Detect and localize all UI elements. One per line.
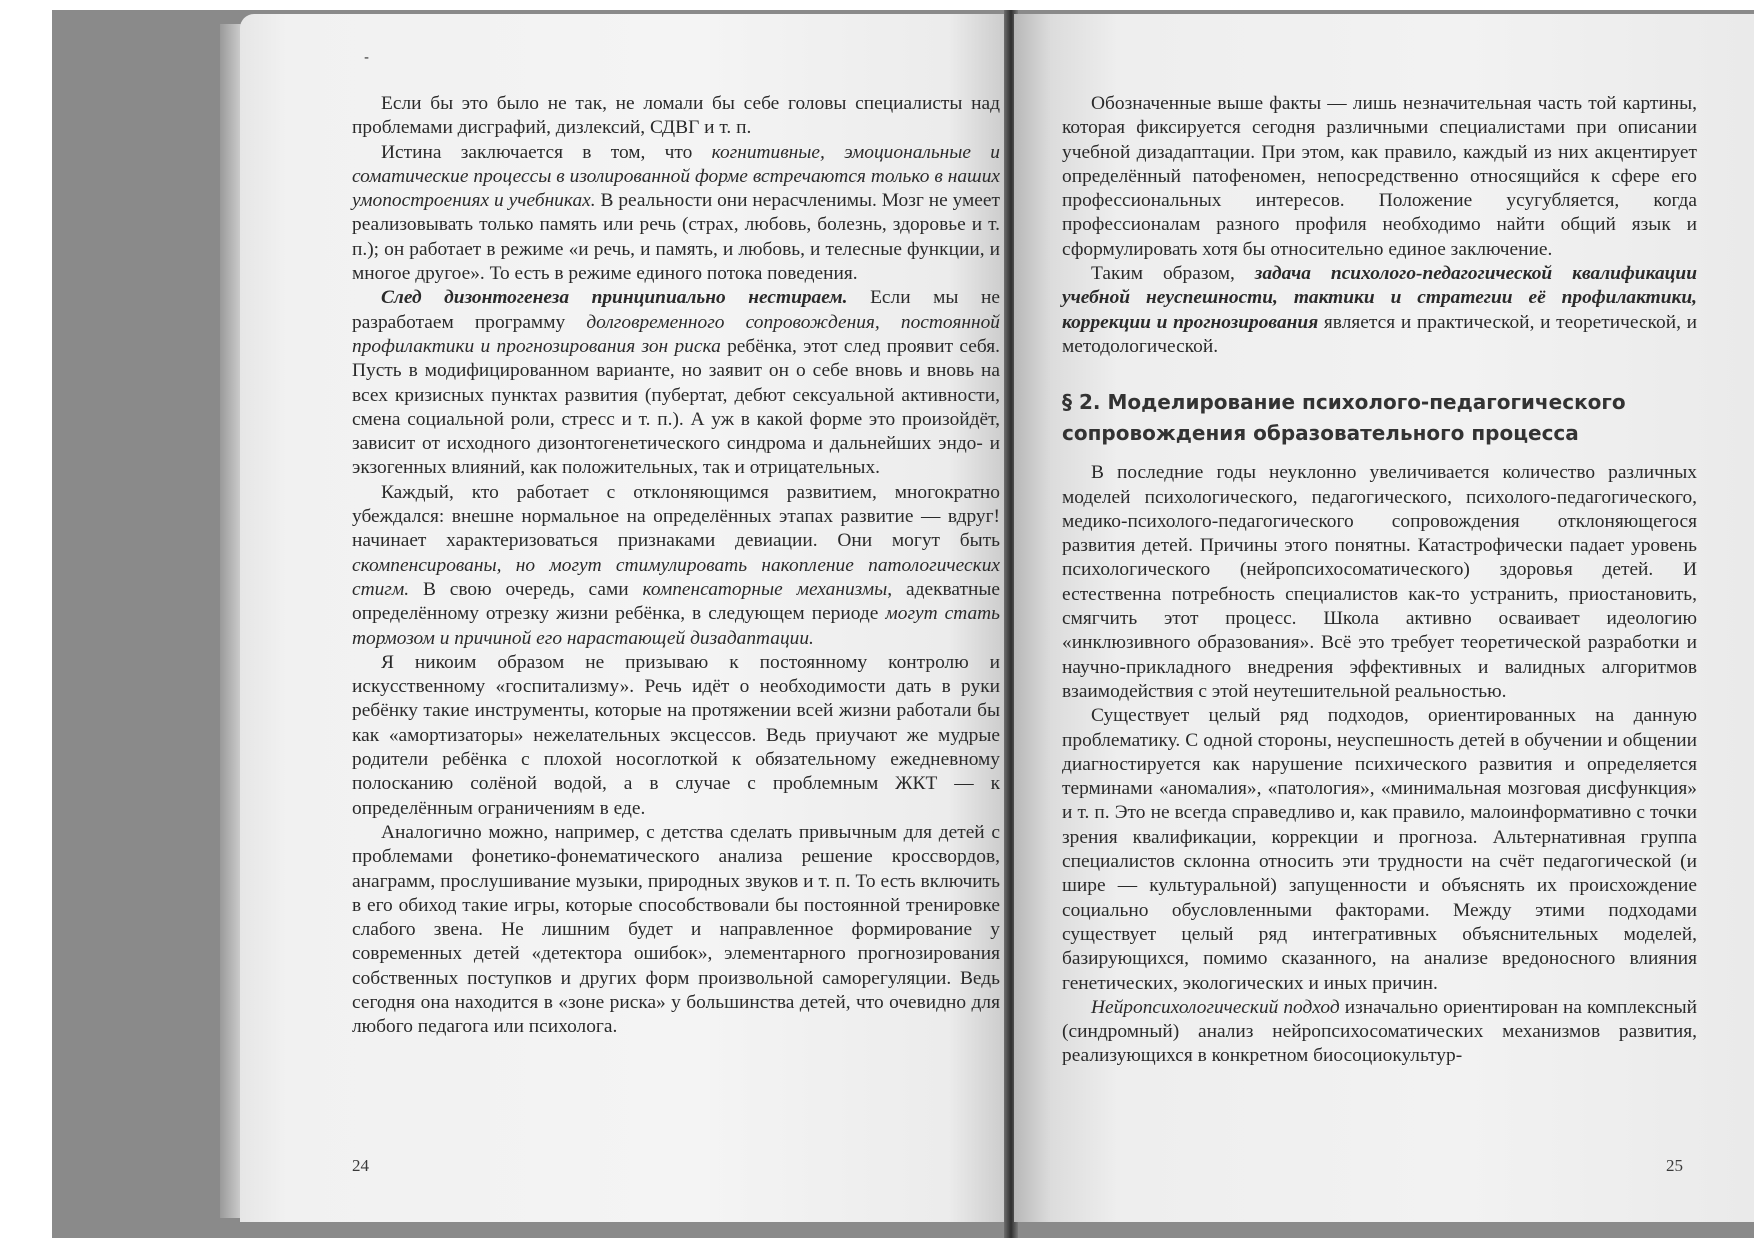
bold-italic-run: задача психолого-педагогической квалификации учебной неуспешности, тактики и стратегии её профилактики, коррекции и прогнозирования: [1062, 263, 1697, 333]
section-heading-line-2: сопровождения образовательного процесса: [1062, 421, 1579, 446]
right-page: [1014, 14, 1754, 1222]
section-heading-line-1: § 2. Моделирование психолого-педагогического: [1062, 390, 1626, 415]
paragraph: [352, 821, 1000, 1040]
text-run: Если мы не разработаем программу: [352, 287, 1000, 333]
italic-run: Нейропсихологический подход: [1091, 996, 1340, 1018]
text-run: является и практической, и теоретической, и методологической.: [1062, 311, 1697, 357]
paragraph: [1062, 262, 1697, 359]
section-heading: [1062, 387, 1697, 449]
text-run: Я никоим образом не призываю к постоянному контролю и искусственному «госпитализму». Речь идёт о необходимости дать в руки ребёнку такие инструменты, которые на протяжении всей жизни работали бы как «амортизаторы» нежелательных эксцессов. Ведь приучают же мудрые родители ребёнка с плохой носоглоткой к обязательному ежедневному полосканию солёной водой, а в случае с проблемным ЖКТ — к определённым ограничениям в еде.: [352, 651, 1000, 819]
italic-run: скомпенсированы, но могут стимулировать накопление патологических стигм.: [352, 554, 1000, 600]
text-run: изначально ориентирован на комплексный (синдромный) анализ нейропсихосоматических механизмов развития, реализующихся в конкретном биосоциокультур-: [1062, 996, 1697, 1067]
right-text-after: [1062, 461, 1697, 1068]
italic-run: могут стать тормозом и причиной его нарастающей дизадаптации.: [352, 603, 1000, 649]
text-run: Таким образом,: [1091, 263, 1255, 285]
paragraph: [1062, 461, 1697, 704]
text-run: , адекватные определённому отрезку жизни ребёнка, в следующем периоде: [352, 578, 1000, 625]
text-run: Если бы это было не так, не ломали бы себе головы специалисты над проблемами дисграфий, дизлексий, СДВГ и т. п.: [352, 93, 1000, 139]
text-run: В последние годы неуклонно увеличивается количество различных моделей психологического, педагогического, психолого-педагогического, медико-психолого-педагогического сопровождения отклоняющегося развития детей. Причины этого понятны. Катастрофически падает уровень психологического (нейропсихосоматического) здоровья детей. И естественна потребность специалистов как-то устранить, приостановить, смягчить этот процесс. Школа активно осваивает идеологию «инклюзивного образования». Всё это требует теоретической разработки и научно-прикладного внедрения эффективных и валидных алгоритмов взаимодействия с этой неутешительной реальностью.: [1062, 462, 1697, 702]
paragraph: [352, 481, 1000, 651]
paragraph: [352, 141, 1000, 287]
paragraph: [1062, 92, 1697, 262]
italic-run: долговременного сопровождения, постоянной профилактики и прогнозирования зон риска: [352, 311, 1000, 357]
page-edge: [220, 24, 242, 1218]
text-run: Существует целый ряд подходов, ориентированных на данную проблематику. С одной стороны, неуспешность детей в обучении и общении диагностируется как нарушение психического развития и определяется терминами «аномалия», «патология», «минимальная мозговая дисфункция» и т. п. Это не всегда справедливо и, как правило, малоинформативно с точки зрения квалификации, коррекции и прогноза. Альтернативная группа специалистов склонна относить эти трудности на счёт педагогической (и шире — культуральной) запущенности и объяснять их происхождение социально обусловленными факторами. Между этими подходами существует целый ряд интегративных объяснительных моделей, базирующихся, помимо сказанного, на анализе вредоносного влияния генетических, экологических и иных причин.: [1062, 705, 1697, 994]
left-page: [240, 14, 1010, 1222]
italic-run: когнитивные, эмоциональные и соматические процессы в изолированной форме встречаются только в наших умопостроениях и учебниках.: [352, 141, 1000, 212]
text-run: Каждый, кто работает с отклоняющимся развитием, многократно убеждался: внешне нормальное на определённых этапах развитие — вдруг! начинает характеризоваться признаками девиации. Они могут быть: [352, 481, 1000, 552]
bold-italic-run: След дизонтогенеза принципиально нестираем.: [381, 287, 848, 309]
paragraph: [1062, 704, 1697, 996]
left-text-column: [352, 92, 1000, 1040]
right-text-column: [1062, 92, 1697, 1069]
paragraph: [1062, 996, 1697, 1069]
scan-mark: -: [364, 50, 370, 66]
text-run: В свою очередь, сами: [409, 578, 643, 600]
text-run: В реальности они нерасчленимы. Мозг не умеет реализовывать только память или речь (страх, любовь, болезнь, здоровье и т. п.); он работает в режиме «и речь, и память, и любовь, и телесные функции, и многое другое». То есть в режиме единого потока поведения.: [352, 190, 1000, 285]
text-run: Аналогично можно, например, с детства сделать привычным для детей с проблемами фонетико-фонематического анализа решение кроссвордов, анаграмм, прослушивание музыки, природных звуков и т. п. То есть включить в его обиход такие игры, которые способствовали бы постоянной тренировке слабого звена. Не лишним будет и направленное формирование у современных детей «детектора ошибок», элементарного прогнозирования собственных поступков и других форм произвольной саморегуляции. Ведь сегодня она находится в «зоне риска» у большинства детей, что очевидно для любого педагога или психолога.: [352, 821, 1000, 1038]
page-number-right: 25: [1666, 1156, 1683, 1175]
paragraph: [352, 92, 1000, 141]
italic-run: компенсаторные механизмы: [642, 578, 888, 600]
text-run: Обозначенные выше факты — лишь незначительная часть той картины, которая фиксируется сегодня различными специалистами при описании учебной дизадаптации. При этом, как правило, каждый из них акцентирует определённый патофеномен, непосредственно относящийся к сфере его профессиональных интересов. Положение усугубляется, когда профессионалам разного профиля необходимо найти общий язык и сформулировать хотя бы относительно единое заключение.: [1062, 93, 1697, 260]
text-run: ребёнка, этот след проявит себя. Пусть в модифицированном варианте, но заявит он о себе вновь и вновь на всех кризисных пунктах развития (пубертат, дебют сексуальной активности, смена социальной роли, стресс и т. п.). А уж в какой форме это произойдёт, зависит от исходного дизонтогенетического синдрома и дальнейших эндо- и экзогенных влияний, как положительных, так и отрицательных.: [352, 335, 1000, 479]
paragraph: [352, 651, 1000, 821]
right-text-before: [1062, 92, 1697, 359]
paragraph: [352, 286, 1000, 480]
page-number-left: 24: [352, 1156, 369, 1175]
text-run: Истина заключается в том, что: [381, 141, 712, 163]
